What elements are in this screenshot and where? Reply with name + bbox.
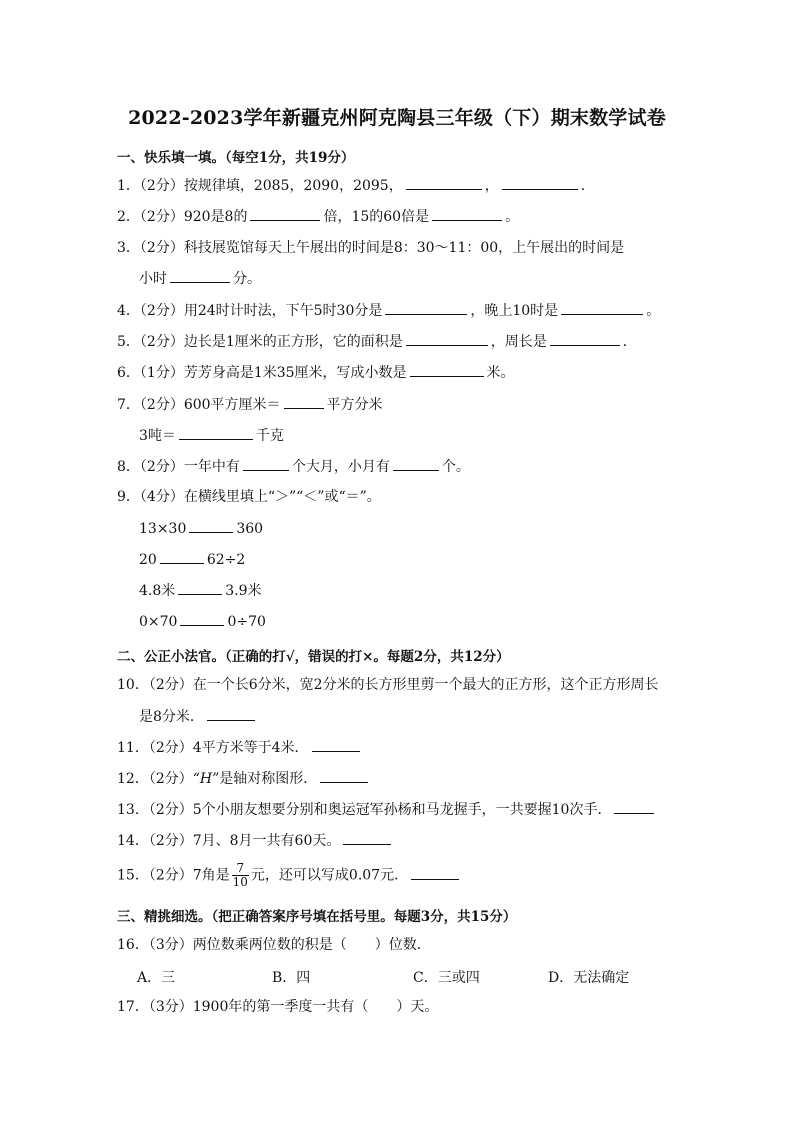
option-b[interactable]: B．四 bbox=[272, 970, 311, 986]
fraction: $\frac{7}{10}$ bbox=[232, 861, 248, 889]
answer-blank[interactable] bbox=[207, 707, 255, 721]
question-15: 15．（2分）7角是 $\frac{7}{10}$ 元，还可以写成0.07元． bbox=[117, 862, 462, 889]
option-d[interactable]: D．无法确定 bbox=[548, 970, 630, 986]
answer-blank[interactable] bbox=[561, 301, 643, 315]
answer-blank[interactable] bbox=[410, 363, 484, 377]
answer-blank[interactable] bbox=[406, 332, 488, 346]
page-title: 2022-2023学年新疆克州阿克陶县三年级（下）期末数学试卷 bbox=[128, 107, 666, 129]
question-3: 3．（2分）科技展览馆每天上午展出的时间是8：30～11：00，上午展出的时间是 bbox=[117, 240, 625, 256]
answer-blank[interactable] bbox=[411, 866, 459, 880]
question-5: 5．（2分）边长是1厘米的正方形，它的面积是 ，周长是 ． bbox=[117, 334, 637, 350]
question-2: 2．（2分）920是8的 倍，15的60倍是 。 bbox=[117, 209, 520, 225]
question-17: 17．（3分）1900年的第一季度一共有（ ）天。 bbox=[117, 999, 439, 1015]
question-8: 8．（2分）一年中有 个大月，小月有 个。 bbox=[117, 459, 470, 475]
question-16: 16．（3分）两位数乘两位数的积是（ ）位数． bbox=[117, 937, 431, 953]
answer-blank[interactable] bbox=[179, 426, 253, 440]
question-6: 6．（1分）芳芳身高是1米35厘米，写成小数是 米。 bbox=[117, 365, 515, 381]
answer-blank[interactable] bbox=[180, 612, 224, 626]
answer-blank[interactable] bbox=[393, 457, 439, 471]
question-9-row-2: 20 62÷2 bbox=[139, 552, 246, 568]
answer-blank[interactable] bbox=[160, 550, 204, 564]
answer-blank[interactable] bbox=[385, 301, 467, 315]
answer-blank[interactable] bbox=[250, 207, 320, 221]
question-9-row-3: 4.8米 3.9米 bbox=[139, 583, 262, 599]
answer-blank[interactable] bbox=[243, 457, 289, 471]
answer-blank[interactable] bbox=[550, 332, 620, 346]
question-14: 14．（2分）7月、8月一共有60天。 bbox=[117, 831, 394, 850]
question-4: 4．（2分）用24时计时法，下午5时30分是 ，晚上10时是 。 bbox=[117, 303, 661, 319]
answer-blank[interactable] bbox=[614, 800, 654, 814]
answer-blank[interactable] bbox=[343, 831, 391, 845]
answer-blank[interactable] bbox=[406, 176, 482, 190]
answer-blank[interactable] bbox=[189, 519, 233, 533]
question-7-cont: 3吨＝ 千克 bbox=[139, 428, 284, 444]
question-3-cont: 小时 分。 bbox=[139, 271, 261, 287]
section-2-heading: 二、公正小法官。（正确的打√，错误的打×。每题2分，共12分） bbox=[117, 649, 510, 665]
question-9-row-4: 0×70 0÷70 bbox=[139, 614, 266, 630]
question-11: 11．（2分）4平方米等于4米． bbox=[117, 738, 363, 757]
option-c[interactable]: C．三或四 bbox=[413, 970, 480, 986]
question-9: 9．（4分）在横线里填上“＞”“＜”或“＝”。 bbox=[117, 489, 381, 505]
question-12: 12．（2分）“H”是轴对称图形． bbox=[117, 769, 371, 788]
question-7: 7．（2分）600平方厘米＝ 平方分米 bbox=[117, 397, 383, 413]
answer-blank[interactable] bbox=[170, 269, 230, 283]
answer-blank[interactable] bbox=[312, 738, 360, 752]
question-10-cont: 是8分米． bbox=[139, 707, 258, 726]
answer-blank[interactable] bbox=[284, 395, 324, 409]
answer-blank[interactable] bbox=[432, 207, 502, 221]
question-9-row-1: 13×30 360 bbox=[139, 521, 264, 537]
option-a[interactable]: A．三 bbox=[137, 970, 176, 986]
question-1: 1．（2分）按规律填，2085，2090，2095， ， ． bbox=[117, 178, 595, 194]
section-3-heading: 三、精挑细选。（把正确答案序号填在括号里。每题3分，共15分） bbox=[117, 909, 517, 925]
answer-blank[interactable] bbox=[178, 581, 222, 595]
section-1-heading: 一、快乐填一填。（每空1分，共19分） bbox=[117, 150, 355, 166]
question-13: 13．（2分）5个小朋友想要分别和奥运冠军孙杨和马龙握手，一共要握10次手． bbox=[117, 800, 657, 819]
answer-blank[interactable] bbox=[320, 769, 368, 783]
question-10: 10．（2分）在一个长6分米，宽2分米的长方形里剪一个最大的正方形，这个正方形周长 bbox=[117, 677, 659, 693]
answer-blank[interactable] bbox=[502, 176, 578, 190]
